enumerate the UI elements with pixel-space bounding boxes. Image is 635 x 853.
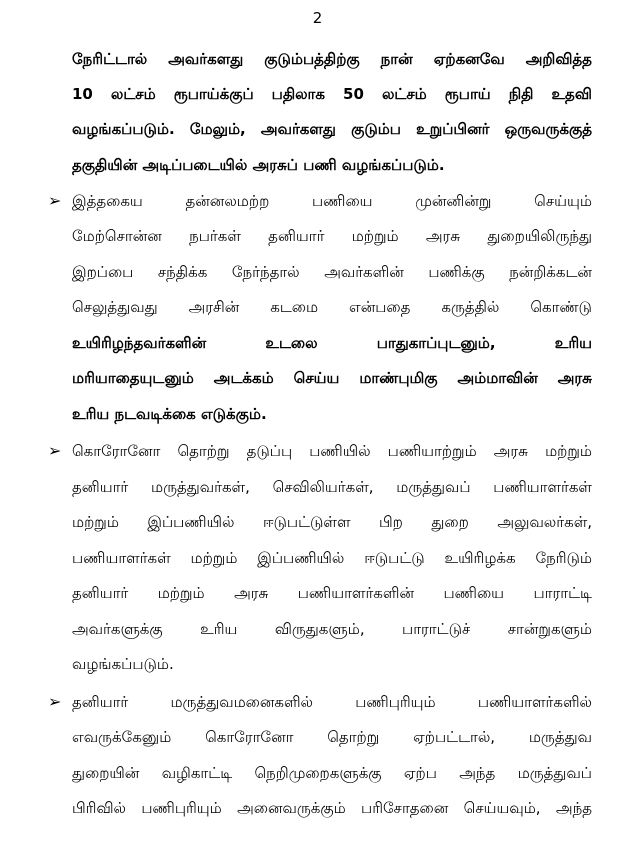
word: இப்பணியில் xyxy=(257,549,345,567)
word: இப்பணியில் xyxy=(147,513,235,531)
word: ஏற்ப xyxy=(403,764,437,782)
intro-line xyxy=(72,49,592,71)
word: அவர்களின் xyxy=(324,263,404,281)
word: பணியாளர்களில் xyxy=(477,693,592,711)
word: சான்றுகளும் xyxy=(507,620,592,638)
word: உயிரிழந்தவர்களின் xyxy=(72,334,207,352)
word: இத்தகைய xyxy=(72,192,143,210)
word: 10 xyxy=(72,85,93,103)
word: விருதுகளும், xyxy=(274,620,365,638)
word: பாராட்டுச் xyxy=(402,620,471,638)
word: ஒருவருக்குத் xyxy=(504,120,592,138)
intro-line xyxy=(72,119,592,141)
word: நன்றிக்கடன் xyxy=(509,263,592,281)
word: முன்னின்று xyxy=(415,192,492,210)
bullet-2-line xyxy=(72,548,592,570)
word: பணியாளர்களின் xyxy=(297,584,415,602)
word: துறையிலிருந்து xyxy=(487,227,592,245)
bullet-2-line xyxy=(72,583,592,605)
intro-line xyxy=(72,84,592,106)
bullet-arrow-icon: ➢ xyxy=(48,441,62,460)
word: மேற்சொன்ன xyxy=(72,227,162,245)
word: பணிபுரியும் xyxy=(355,693,436,711)
bullet-1-line xyxy=(72,226,592,248)
word: நபர்கள் xyxy=(189,227,241,245)
word: பரிசோதனை xyxy=(361,799,449,817)
word: மற்றும் xyxy=(545,442,592,460)
word: அரசு xyxy=(557,369,592,387)
word: தனியார் xyxy=(72,478,129,496)
word: எவருக்கேனும் xyxy=(72,728,172,746)
word: அரசு xyxy=(425,227,461,245)
bullet-1-line xyxy=(72,191,592,213)
word: பணியில் xyxy=(309,442,371,460)
word: மருத்துவமனைகளில் xyxy=(170,693,314,711)
word: மற்றும் xyxy=(72,513,119,531)
word: அவர்களது xyxy=(260,120,336,138)
word: குடும்பத்திற்கு xyxy=(264,50,360,68)
word: உரிய xyxy=(200,620,238,638)
word: நான் xyxy=(380,50,413,68)
word: பணியாளர்கள் xyxy=(72,549,171,567)
word: பணியை xyxy=(443,584,505,602)
word: தனியார் xyxy=(72,584,129,602)
word: செலுத்துவது xyxy=(72,298,158,316)
word: பாராட்டி xyxy=(533,584,592,602)
word: குடும்ப xyxy=(351,120,401,138)
bullet-3-line xyxy=(72,763,592,785)
word: தொற்று xyxy=(177,442,230,460)
word: லட்சம் xyxy=(381,85,427,103)
word: ஏற்கனவே xyxy=(433,50,505,68)
word: மற்றும் xyxy=(190,549,238,567)
word: கொரோனோ xyxy=(205,728,294,746)
word: நேரிடும் xyxy=(535,549,592,567)
word: அந்த xyxy=(555,799,592,817)
word: பணிக்கு xyxy=(428,263,485,281)
word: அரசின் xyxy=(188,298,240,316)
word: அவர்களுக்கு xyxy=(72,620,163,638)
word: செய்ய xyxy=(293,369,340,387)
bullet-arrow-icon: ➢ xyxy=(48,191,62,210)
intro-line: தகுதியின் அடிப்படையில் அரசுப் பணி வழங்கப்படும். xyxy=(72,156,445,174)
word: தனியார் xyxy=(72,693,129,711)
word: மற்றும் xyxy=(351,227,399,245)
word: அனைவருக்கும் xyxy=(237,799,346,817)
word: தொற்று xyxy=(327,728,380,746)
word: லட்சம் xyxy=(110,85,156,103)
word: அவர்களது xyxy=(168,50,244,68)
bullet-2-line xyxy=(72,441,592,463)
bullet-3-line xyxy=(72,727,592,749)
word: பாதுகாப்புடனும், xyxy=(376,334,496,352)
word: துறை xyxy=(431,513,469,531)
word: அந்த xyxy=(459,764,496,782)
word: நிதி xyxy=(508,85,534,103)
bullet-1-line xyxy=(72,297,592,319)
bullet-2-line: வழங்கப்படும். xyxy=(72,655,174,673)
word: உடலை xyxy=(265,334,318,352)
word: ஈடுபட்டு xyxy=(364,549,425,567)
word: நேரிட்டால் xyxy=(72,50,148,68)
word: கருத்தில் xyxy=(441,298,500,316)
word: கொரோனோ xyxy=(72,442,161,460)
word: சந்திக்க xyxy=(157,263,208,281)
word: பணியை xyxy=(312,192,373,210)
word: மருத்துவர்கள், xyxy=(151,478,250,496)
word: அறிவித்த xyxy=(525,50,592,68)
word: அலுவலர்கள், xyxy=(497,513,592,531)
word: தனியார் xyxy=(268,227,325,245)
word: பதிலாக xyxy=(271,85,325,103)
word: வழிகாட்டி xyxy=(161,764,233,782)
word: மரியாதையுடனும் xyxy=(72,369,194,387)
word: தடுப்பு xyxy=(246,442,293,460)
word: செவிலியர்கள், xyxy=(272,478,374,496)
word: மருத்துவப் xyxy=(396,478,471,496)
word: ஈடுபட்டுள்ள xyxy=(262,513,351,531)
word: துறையின் xyxy=(72,764,140,782)
word: ரூபாய் xyxy=(444,85,491,103)
word: ரூபாய்க்குப் xyxy=(173,85,254,103)
bullet-1-line xyxy=(72,262,592,284)
word: மேலும், xyxy=(189,120,246,138)
word: பணியாளர்கள் xyxy=(493,478,592,496)
word: தன்னலமற்ற xyxy=(185,192,270,210)
word: நேர்ந்தால் xyxy=(231,263,300,281)
bullet-1-line: உரிய நடவடிக்கை எடுக்கும். xyxy=(72,405,267,423)
word: மருத்துவப் xyxy=(517,764,592,782)
word: பணியாற்றும் xyxy=(387,442,477,460)
word: அரசு xyxy=(493,442,528,460)
word: வழங்கப்படும். xyxy=(72,120,175,138)
bullet-2-line xyxy=(72,619,592,641)
bullet-1-line xyxy=(72,333,592,355)
bullet-3-line xyxy=(72,692,592,714)
word: பிரிவில் xyxy=(72,799,126,817)
bullet-2-line xyxy=(72,477,592,499)
bullet-arrow-icon: ➢ xyxy=(48,692,62,711)
word: கடமை xyxy=(270,298,319,316)
bullet-3-line xyxy=(72,798,592,820)
word: மருத்துவ xyxy=(528,728,592,746)
bullet-2-line xyxy=(72,512,592,534)
word: மாண்புமிகு xyxy=(359,369,438,387)
word: உறுப்பினர் xyxy=(416,120,490,138)
word: ஏற்பட்டால், xyxy=(413,728,496,746)
word: உரிய xyxy=(554,334,592,352)
word: கொண்டு xyxy=(530,298,592,316)
word: நெறிமுறைகளுக்கு xyxy=(254,764,382,782)
word: செய்யவும், xyxy=(463,799,541,817)
word: செய்யும் xyxy=(534,192,592,210)
word: பணிபுரியும் xyxy=(141,799,222,817)
page-number: 2 xyxy=(312,9,323,27)
word: அம்மாவின் xyxy=(457,369,538,387)
word: என்பதை xyxy=(349,298,411,316)
word: பிற xyxy=(379,513,403,531)
word: அரசு xyxy=(234,584,269,602)
bullet-1-line xyxy=(72,368,592,390)
word: மற்றும் xyxy=(157,584,205,602)
word: 50 xyxy=(343,85,364,103)
word: உதவி xyxy=(551,85,592,103)
word: உயிரிழக்க xyxy=(444,549,516,567)
word: அடக்கம் xyxy=(213,369,274,387)
word: இறப்பை xyxy=(72,263,134,281)
